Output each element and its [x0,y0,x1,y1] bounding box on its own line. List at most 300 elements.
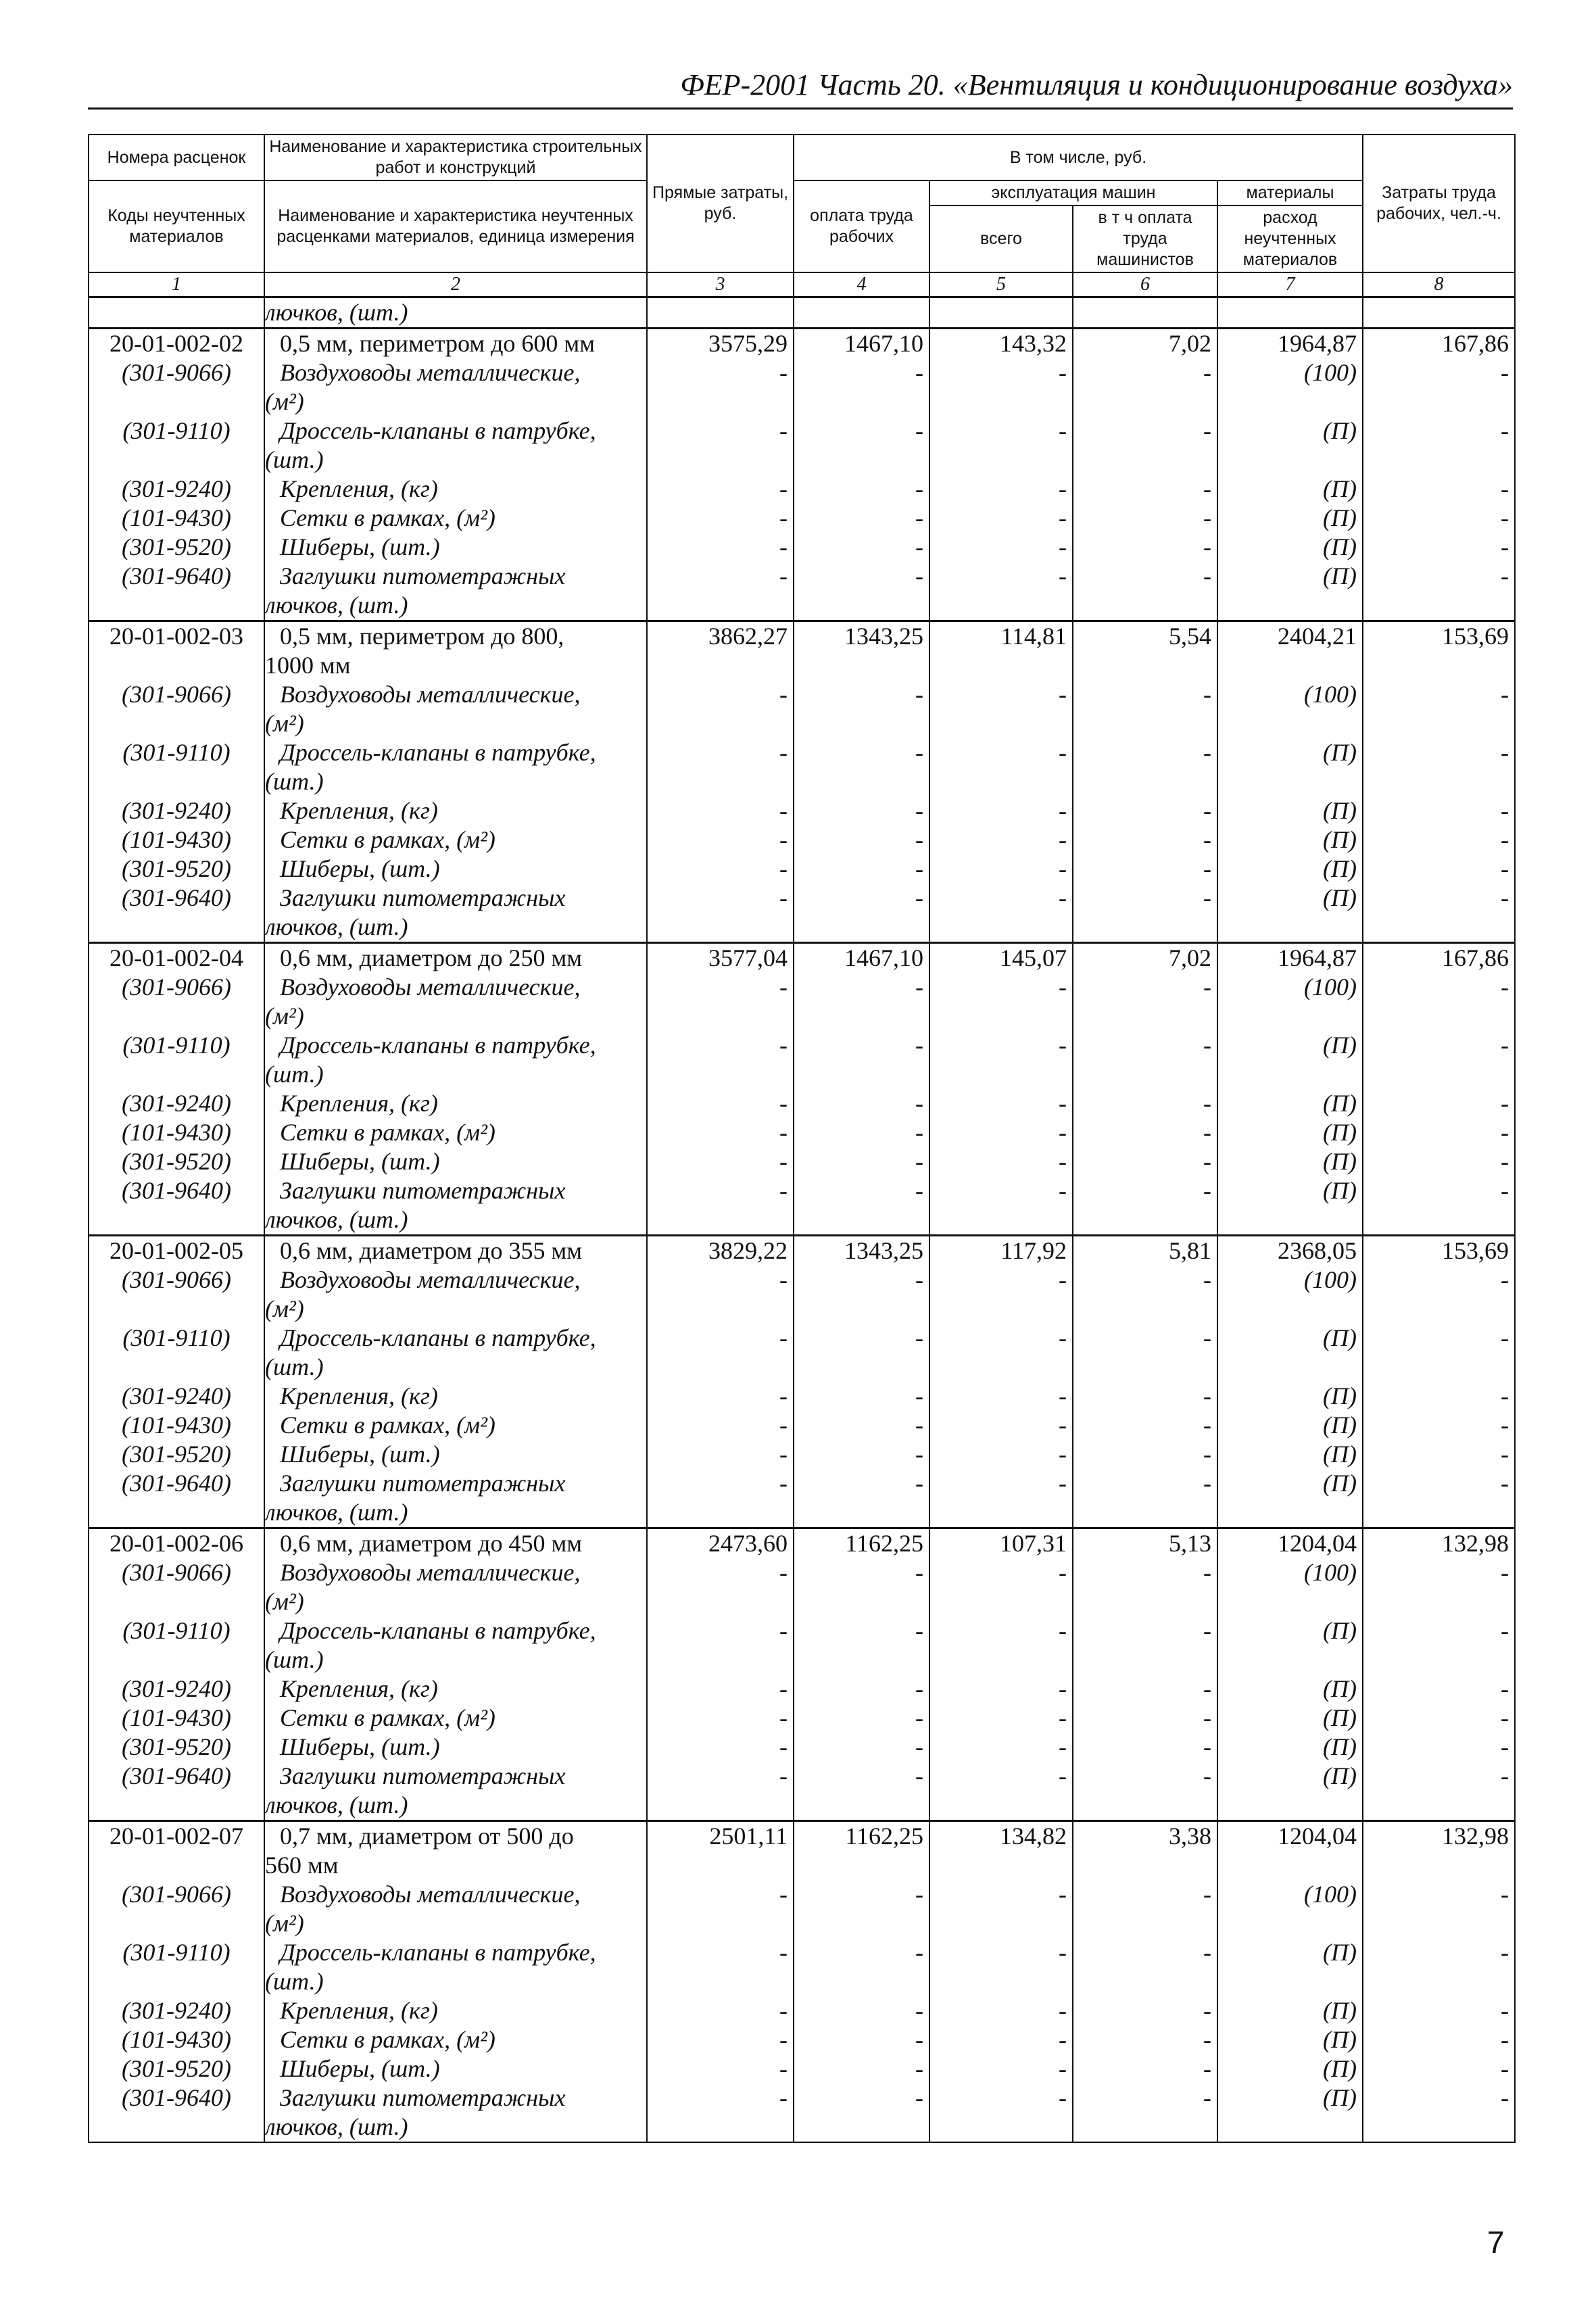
rate-code: 20-01-002-06 [89,1528,264,1559]
machines-total-value: 145,07 [929,943,1073,973]
material-consumption-value: (100) [1217,680,1363,738]
machines-total-value: - [929,1558,1073,1616]
material-row [89,854,1515,884]
material-consumption-value: (П) [1217,1147,1363,1176]
material-consumption-value: (П) [1217,1031,1363,1089]
drivers-pay-value: - [1073,796,1217,825]
direct-costs-value: - [647,1411,794,1440]
material-code: (301-9110) [89,1031,264,1089]
item-name-line: Сетки в рамках, (м²) [280,2026,495,2053]
direct-costs-value: 3829,22 [647,1236,794,1266]
labor-hours-value: - [1363,1733,1515,1762]
labor-hours-value: - [1363,1089,1515,1118]
material-row [89,1558,1515,1616]
labor-pay-value: - [794,2083,929,2142]
material-row [89,1176,1515,1236]
labor-hours-value: - [1363,504,1515,533]
item-name [264,475,647,504]
material-consumption-value: (П) [1217,1118,1363,1147]
direct-costs-value [647,297,794,329]
labor-pay-value: - [794,973,929,1031]
item-name-line: Сетки в рамках, (м²) [280,1119,495,1146]
item-name [264,533,647,562]
machines-total-value: - [929,1996,1073,2025]
machines-total-value: - [929,1938,1073,1996]
drivers-pay-value: 7,02 [1073,329,1217,359]
material-code: (301-9520) [89,1733,264,1762]
direct-costs-value: - [647,562,794,621]
item-name-line: Воздуховоды металлические, [280,1881,581,1908]
item-name-line: 0,7 мм, диаметром от 500 до [280,1823,574,1850]
item-name [264,621,647,681]
item-name-line: лючков, (шт.) [265,1206,408,1233]
drivers-pay-value: - [1073,884,1217,943]
item-name [264,1324,647,1382]
item-name-line: Шиберы, (шт.) [280,2055,440,2082]
item-name-line: 0,5 мм, периметром до 600 мм [280,330,595,357]
material-code: (301-9110) [89,1938,264,1996]
material-row [89,1089,1515,1118]
item-name-line: (шт.) [265,768,324,795]
drivers-pay-value: - [1073,1996,1217,2025]
material-code: (301-9640) [89,562,264,621]
item-name-line: Заглушки питометражных [280,1470,566,1497]
material-code: (301-9520) [89,533,264,562]
labor-hours-value: - [1363,796,1515,825]
labor-pay-value: 1162,25 [794,1821,929,1881]
direct-costs-value: - [647,854,794,884]
labor-hours-value: - [1363,854,1515,884]
item-name-line: лючков, (шт.) [265,592,408,619]
labor-hours-value: - [1363,1558,1515,1616]
machines-total-value: - [929,1382,1073,1411]
material-row [89,1118,1515,1147]
labor-pay-value: - [794,825,929,854]
item-name [264,1469,647,1528]
item-name-line: (м²) [265,1588,304,1615]
labor-hours-value: - [1363,475,1515,504]
machines-total-value: - [929,680,1073,738]
material-consumption-value: (П) [1217,2025,1363,2054]
item-name [264,1674,647,1704]
continuation-row [89,297,1515,329]
labor-pay-value: - [794,504,929,533]
material-row [89,533,1515,562]
material-code: (301-9066) [89,1558,264,1616]
material-code: (101-9430) [89,825,264,854]
material-row [89,1938,1515,1996]
machines-total-value: - [929,2054,1073,2083]
drivers-pay-value: 5,13 [1073,1528,1217,1559]
item-name [264,1176,647,1236]
direct-costs-value: - [647,1440,794,1469]
item-name [264,562,647,621]
direct-costs-value: - [647,1089,794,1118]
machines-total-value: - [929,1118,1073,1147]
labor-pay-value: 1467,10 [794,329,929,359]
labor-pay-value: 1162,25 [794,1528,929,1559]
item-name [264,1704,647,1733]
item-name-line: лючков, (шт.) [265,299,408,326]
item-name [264,884,647,943]
labor-hours-value: - [1363,884,1515,943]
direct-costs-value: 3862,27 [647,621,794,681]
item-name [264,825,647,854]
item-name [264,1118,647,1147]
material-row [89,475,1515,504]
machines-total-value: - [929,2083,1073,2142]
machines-total-value: 117,92 [929,1236,1073,1266]
item-name-line: (м²) [265,1295,304,1322]
material-consumption-value: (100) [1217,1558,1363,1616]
material-row [89,358,1515,416]
item-name-line: Дроссель-клапаны в патрубке, [280,1324,596,1351]
labor-pay-value: - [794,884,929,943]
material-consumption-value: (П) [1217,825,1363,854]
item-name-line: (м²) [265,388,304,415]
labor-hours-value: 153,69 [1363,621,1515,681]
material-consumption-value: (П) [1217,1469,1363,1528]
item-name-line: Шиберы, (шт.) [280,1733,440,1760]
direct-costs-value: - [647,1147,794,1176]
labor-pay-value: - [794,1880,929,1938]
drivers-pay-value: - [1073,2083,1217,2142]
labor-hours-value: - [1363,1704,1515,1733]
item-name-line: (шт.) [265,1061,324,1088]
drivers-pay-value: - [1073,1469,1217,1528]
machines-total-value [929,297,1073,329]
drivers-pay-value: - [1073,2054,1217,2083]
item-name [264,1411,647,1440]
material-consumption-value: (П) [1217,1440,1363,1469]
labor-hours-value: - [1363,1880,1515,1938]
item-name [264,1938,647,1996]
rate-row [89,329,1515,359]
drivers-pay-value: 5,81 [1073,1236,1217,1266]
material-code: (101-9430) [89,1411,264,1440]
material-code: (301-9520) [89,2054,264,2083]
item-name-line: Заглушки питометражных [280,884,566,911]
material-row [89,738,1515,796]
labor-pay-value: - [794,2054,929,2083]
drivers-pay-value: - [1073,1265,1217,1324]
item-name-line: Крепления, (кг) [280,1675,438,1702]
machines-total-value: 134,82 [929,1821,1073,1881]
drivers-pay-value: 5,54 [1073,621,1217,681]
material-row [89,1382,1515,1411]
item-name-line: Крепления, (кг) [280,1090,438,1117]
drivers-pay-value: - [1073,1704,1217,1733]
header-including: В том числе, руб. [794,135,1363,180]
machines-total-value: - [929,1031,1073,1089]
material-consumption-value: (П) [1217,2054,1363,2083]
direct-costs-value: - [647,1031,794,1089]
item-name [264,973,647,1031]
labor-hours-value: - [1363,1762,1515,1821]
material-consumption-value: (П) [1217,1938,1363,1996]
item-name-line: Заглушки питометражных [280,1762,566,1789]
item-name [264,358,647,416]
item-name [264,1031,647,1089]
column-number: 5 [929,272,1073,297]
direct-costs-value: - [647,1616,794,1674]
drivers-pay-value: - [1073,1031,1217,1089]
machines-total-value: - [929,973,1073,1031]
labor-pay-value: - [794,416,929,475]
drivers-pay-value: - [1073,562,1217,621]
machines-total-value: - [929,1411,1073,1440]
item-name-line: (шт.) [265,1968,324,1995]
machines-total-value: - [929,1089,1073,1118]
labor-hours-value: - [1363,738,1515,796]
labor-pay-value: 1343,25 [794,621,929,681]
direct-costs-value: - [647,2025,794,2054]
material-consumption-value: (П) [1217,1324,1363,1382]
material-row [89,1469,1515,1528]
material-consumption-value: 1964,87 [1217,943,1363,973]
drivers-pay-value: - [1073,1382,1217,1411]
page-number: 7 [1487,2225,1505,2260]
material-row [89,562,1515,621]
item-name-line: Сетки в рамках, (м²) [280,504,495,531]
machines-total-value: - [929,475,1073,504]
direct-costs-value: - [647,884,794,943]
rate-code: 20-01-002-04 [89,943,264,973]
material-consumption-value: (П) [1217,884,1363,943]
item-name-line: (шт.) [265,1646,324,1673]
material-consumption-value: (П) [1217,562,1363,621]
material-row [89,973,1515,1031]
material-code: (301-9640) [89,2083,264,2142]
item-name-line: лючков, (шт.) [265,913,408,940]
direct-costs-value: - [647,1733,794,1762]
direct-costs-value: - [647,416,794,475]
drivers-pay-value [1073,297,1217,329]
labor-hours-value: 132,98 [1363,1528,1515,1559]
labor-pay-value: - [794,1674,929,1704]
item-name-line: Крепления, (кг) [280,1997,438,2024]
header-labor-hours: Затраты труда рабочих, чел.-ч. [1363,135,1515,272]
material-consumption-value: (П) [1217,1176,1363,1236]
drivers-pay-value: - [1073,2025,1217,2054]
material-code: (301-9240) [89,796,264,825]
machines-total-value: - [929,562,1073,621]
direct-costs-value: - [647,1118,794,1147]
material-code: (301-9066) [89,1265,264,1324]
labor-hours-value: - [1363,1118,1515,1147]
material-row [89,1674,1515,1704]
direct-costs-value: - [647,825,794,854]
labor-pay-value: - [794,1089,929,1118]
material-consumption-value: 1204,04 [1217,1528,1363,1559]
direct-costs-value: - [647,738,794,796]
material-consumption-value: (П) [1217,504,1363,533]
item-name [264,1762,647,1821]
material-row [89,416,1515,475]
item-name [264,1880,647,1938]
material-consumption-value: 2368,05 [1217,1236,1363,1266]
labor-hours-value: - [1363,1616,1515,1674]
material-consumption-value: (П) [1217,1733,1363,1762]
direct-costs-value: - [647,504,794,533]
material-code: (301-9240) [89,1996,264,2025]
drivers-pay-value: - [1073,680,1217,738]
material-consumption-value: (П) [1217,738,1363,796]
machines-total-value: - [929,1762,1073,1821]
running-header: ФЕР-2001 Часть 20. «Вентиляция и кондиционирование воздуха» [88,68,1513,110]
drivers-pay-value: - [1073,825,1217,854]
material-row [89,1031,1515,1089]
item-name [264,680,647,738]
material-consumption-value: (П) [1217,796,1363,825]
labor-hours-value: - [1363,1031,1515,1089]
item-name [264,1528,647,1559]
item-name-line: Сетки в рамках, (м²) [280,826,495,853]
material-code: (301-9640) [89,1176,264,1236]
item-name-line: 560 мм [265,1852,339,1879]
material-row [89,2054,1515,2083]
material-consumption-value: 2404,21 [1217,621,1363,681]
header-labor-pay: оплата труда рабочих [794,180,929,272]
item-name [264,297,647,329]
material-code [89,297,264,329]
header-materials: материалы [1217,180,1363,206]
column-number: 6 [1073,272,1217,297]
labor-pay-value: 1343,25 [794,1236,929,1266]
drivers-pay-value: - [1073,358,1217,416]
header-machines-total: всего [929,206,1073,272]
labor-hours-value: - [1363,680,1515,738]
material-code: (301-9640) [89,1469,264,1528]
item-name-line: Дроссель-клапаны в патрубке, [280,1032,596,1059]
drivers-pay-value: - [1073,1733,1217,1762]
material-row [89,796,1515,825]
labor-pay-value: - [794,1411,929,1440]
material-code: (301-9240) [89,1089,264,1118]
material-code: (301-9640) [89,1762,264,1821]
drivers-pay-value: - [1073,533,1217,562]
labor-pay-value: - [794,1762,929,1821]
item-name [264,1996,647,2025]
material-consumption-value: (П) [1217,1411,1363,1440]
labor-pay-value: - [794,854,929,884]
rates-table [88,134,1516,2143]
item-name-line: (шт.) [265,446,324,473]
item-name [264,738,647,796]
labor-hours-value: - [1363,1265,1515,1324]
column-numbers-row [89,272,1515,297]
item-name-line: (м²) [265,710,304,737]
header-material-consumption: расход неучтенных материалов [1217,206,1363,272]
direct-costs-value: - [647,1382,794,1411]
labor-pay-value: - [794,2025,929,2054]
machines-total-value: - [929,533,1073,562]
machines-total-value: - [929,1469,1073,1528]
item-name-line: Воздуховоды металлические, [280,681,581,708]
item-name-line: Дроссель-клапаны в патрубке, [280,739,596,766]
direct-costs-value: - [647,1880,794,1938]
table-header [89,135,1515,297]
rate-code: 20-01-002-03 [89,621,264,681]
labor-pay-value: - [794,1938,929,1996]
labor-pay-value: - [794,1382,929,1411]
item-name-line: Воздуховоды металлические, [280,359,581,386]
item-name-line: 1000 мм [265,652,351,679]
material-consumption-value: (100) [1217,358,1363,416]
direct-costs-value: - [647,1996,794,2025]
labor-hours-value: - [1363,358,1515,416]
machines-total-value: - [929,1704,1073,1733]
item-name-line: 0,6 мм, диаметром до 250 мм [280,944,583,971]
item-name-line: (м²) [265,1910,304,1937]
rate-code: 20-01-002-07 [89,1821,264,1881]
material-code: (301-9066) [89,973,264,1031]
material-code: (301-9520) [89,1440,264,1469]
material-consumption-value: 1204,04 [1217,1821,1363,1881]
drivers-pay-value: - [1073,1762,1217,1821]
item-name [264,1147,647,1176]
direct-costs-value: - [647,2054,794,2083]
item-name [264,1733,647,1762]
machines-total-value: 107,31 [929,1528,1073,1559]
material-row [89,1704,1515,1733]
material-row [89,1880,1515,1938]
item-name-line: Дроссель-клапаны в патрубке, [280,1939,596,1966]
labor-pay-value: - [794,796,929,825]
item-name [264,1440,647,1469]
direct-costs-value: 3575,29 [647,329,794,359]
item-name [264,1089,647,1118]
material-row [89,1996,1515,2025]
direct-costs-value: - [647,1469,794,1528]
item-name-line: Воздуховоды металлические, [280,973,581,1000]
material-row [89,504,1515,533]
item-name [264,2083,647,2142]
labor-pay-value: - [794,1469,929,1528]
labor-hours-value: - [1363,973,1515,1031]
rate-code: 20-01-002-05 [89,1236,264,1266]
rate-row [89,1528,1515,1559]
material-code: (301-9240) [89,1382,264,1411]
labor-hours-value: 167,86 [1363,943,1515,973]
labor-hours-value [1363,297,1515,329]
drivers-pay-value: - [1073,854,1217,884]
labor-pay-value: - [794,680,929,738]
material-code: (101-9430) [89,1704,264,1733]
labor-pay-value: - [794,1176,929,1236]
item-name-line: Шиберы, (шт.) [280,1148,440,1175]
drivers-pay-value: - [1073,416,1217,475]
drivers-pay-value: - [1073,1147,1217,1176]
machines-total-value: - [929,1880,1073,1938]
item-name-line: (м²) [265,1003,304,1030]
direct-costs-value: - [647,680,794,738]
material-consumption-value: (П) [1217,416,1363,475]
item-name [264,1382,647,1411]
labor-hours-value: - [1363,1324,1515,1382]
drivers-pay-value: 3,38 [1073,1821,1217,1881]
labor-hours-value: - [1363,1147,1515,1176]
drivers-pay-value: - [1073,1411,1217,1440]
item-name-line: Шиберы, (шт.) [280,533,440,560]
direct-costs-value: 2501,11 [647,1821,794,1881]
header-material-codes: Коды неучтенных материалов [89,180,264,272]
labor-hours-value: - [1363,1674,1515,1704]
material-code: (101-9430) [89,2025,264,2054]
drivers-pay-value: - [1073,504,1217,533]
material-consumption-value: (П) [1217,1762,1363,1821]
machines-total-value: - [929,1176,1073,1236]
